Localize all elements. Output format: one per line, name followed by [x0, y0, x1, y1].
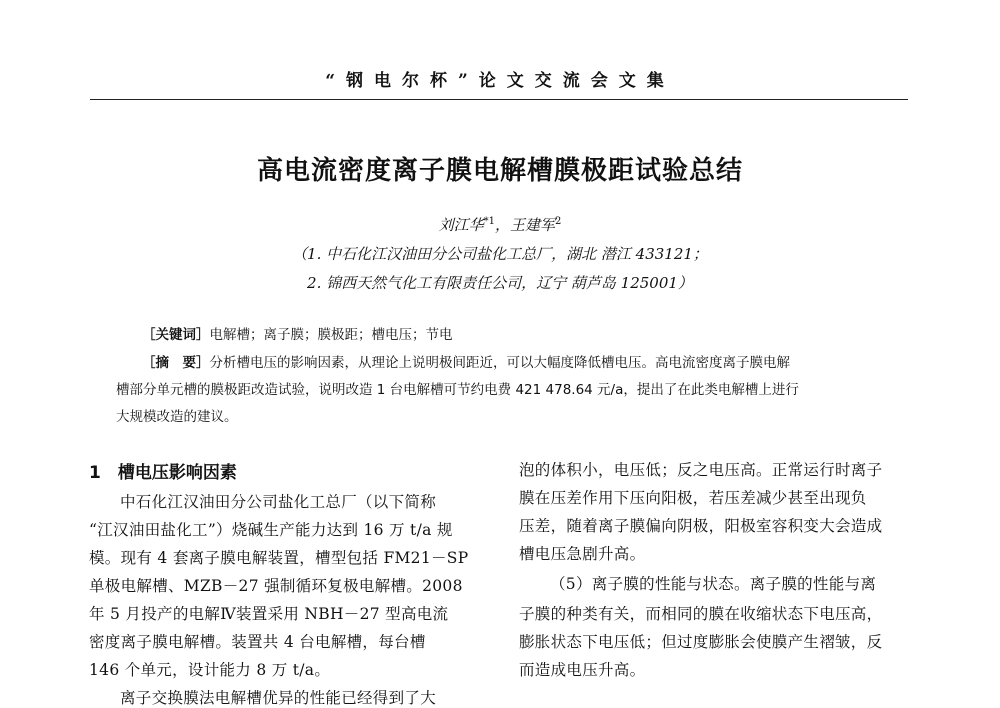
paper-title: 高电流密度离子膜电解槽膜极距试验总结	[256, 156, 743, 186]
abstract-text: 分析槽电压的影响因素，从理论上说明极间距近，可以大幅度降低槽电压。高电流密度离子膜电解	[209, 355, 790, 371]
author-2: 王建军	[510, 216, 556, 234]
body-line: 中石化江汉油田分公司盐化工总厂（以下简称	[120, 493, 437, 511]
keywords-text: 电解槽；离子膜；膜极距；槽电压；节电	[209, 327, 453, 343]
body-line: 泡的体积小，电压低；反之电压高。正常运行时离子	[519, 461, 883, 479]
affiliation-2: 2. 锦西天然气化工有限责任公司，辽宁 葫芦岛 125001）	[307, 274, 693, 292]
body-line: 压差，随着离子膜偏向阴极，阳极室容积变大会造成	[519, 517, 883, 535]
author-line	[0, 214, 1000, 235]
header-rule	[90, 99, 908, 100]
keywords-label: ［关键词］	[142, 327, 210, 343]
author-2-mark: 2	[555, 216, 562, 227]
body-line: 年 5 月投产的电解Ⅳ装置采用 NBH－27 型高电流	[89, 605, 449, 623]
body-line: 单极电解槽、MZB－27 强制循环复极电解槽。2008	[89, 577, 463, 595]
body-line: “江汉油田盐化工”）烧碱生产能力达到 16 万 t/a 规	[89, 521, 453, 539]
body-line: 而造成电压升高。	[519, 661, 646, 679]
keywords	[142, 323, 453, 343]
abstract-line: 大规模改造的建议。	[116, 409, 238, 425]
affiliation-1: （1. 中石化江汉油田分公司盐化工总厂，湖北 潜江 433121；	[292, 245, 708, 263]
body-line: 密度离子膜电解槽。装置共 4 台电解槽，每台槽	[89, 633, 426, 651]
author-separator: ，	[494, 216, 510, 234]
author-1-mark: *1	[483, 216, 495, 227]
body-line: 子膜的种类有关，而相同的膜在收缩状态下电压高，	[519, 605, 883, 623]
body-line: （5）离子膜的性能与状态。离子膜的性能与离	[550, 575, 877, 593]
section-heading: 1 槽电压影响因素	[89, 463, 237, 483]
body-line: 146 个单元，设计能力 8 万 t/a。	[89, 661, 331, 679]
abstract-line	[142, 351, 790, 371]
body-line: 槽电压急剧升高。	[519, 545, 646, 563]
body-line: 膜在压差作用下压向阳极，若压差减少甚至出现负	[519, 489, 867, 507]
abstract-line: 槽部分单元槽的膜极距改造试验，说明改造 1 台电解槽可节约电费 421 478.64 元/a，提出了在此类电解槽上进行	[116, 382, 799, 398]
body-line: 离子交换膜法电解槽优异的性能已经得到了大	[120, 689, 437, 707]
body-line: 膨胀状态下电压低；但过度膨胀会使膜产生褶皱，反	[519, 633, 883, 651]
body-line: 模。现有 4 套离子膜电解装置，槽型包括 FM21－SP	[89, 549, 469, 567]
author-1: 刘江华	[438, 216, 484, 234]
abstract-label: ［摘 要］	[142, 355, 210, 371]
running-header: “钢电尔杯”论文交流会文集	[325, 71, 675, 91]
